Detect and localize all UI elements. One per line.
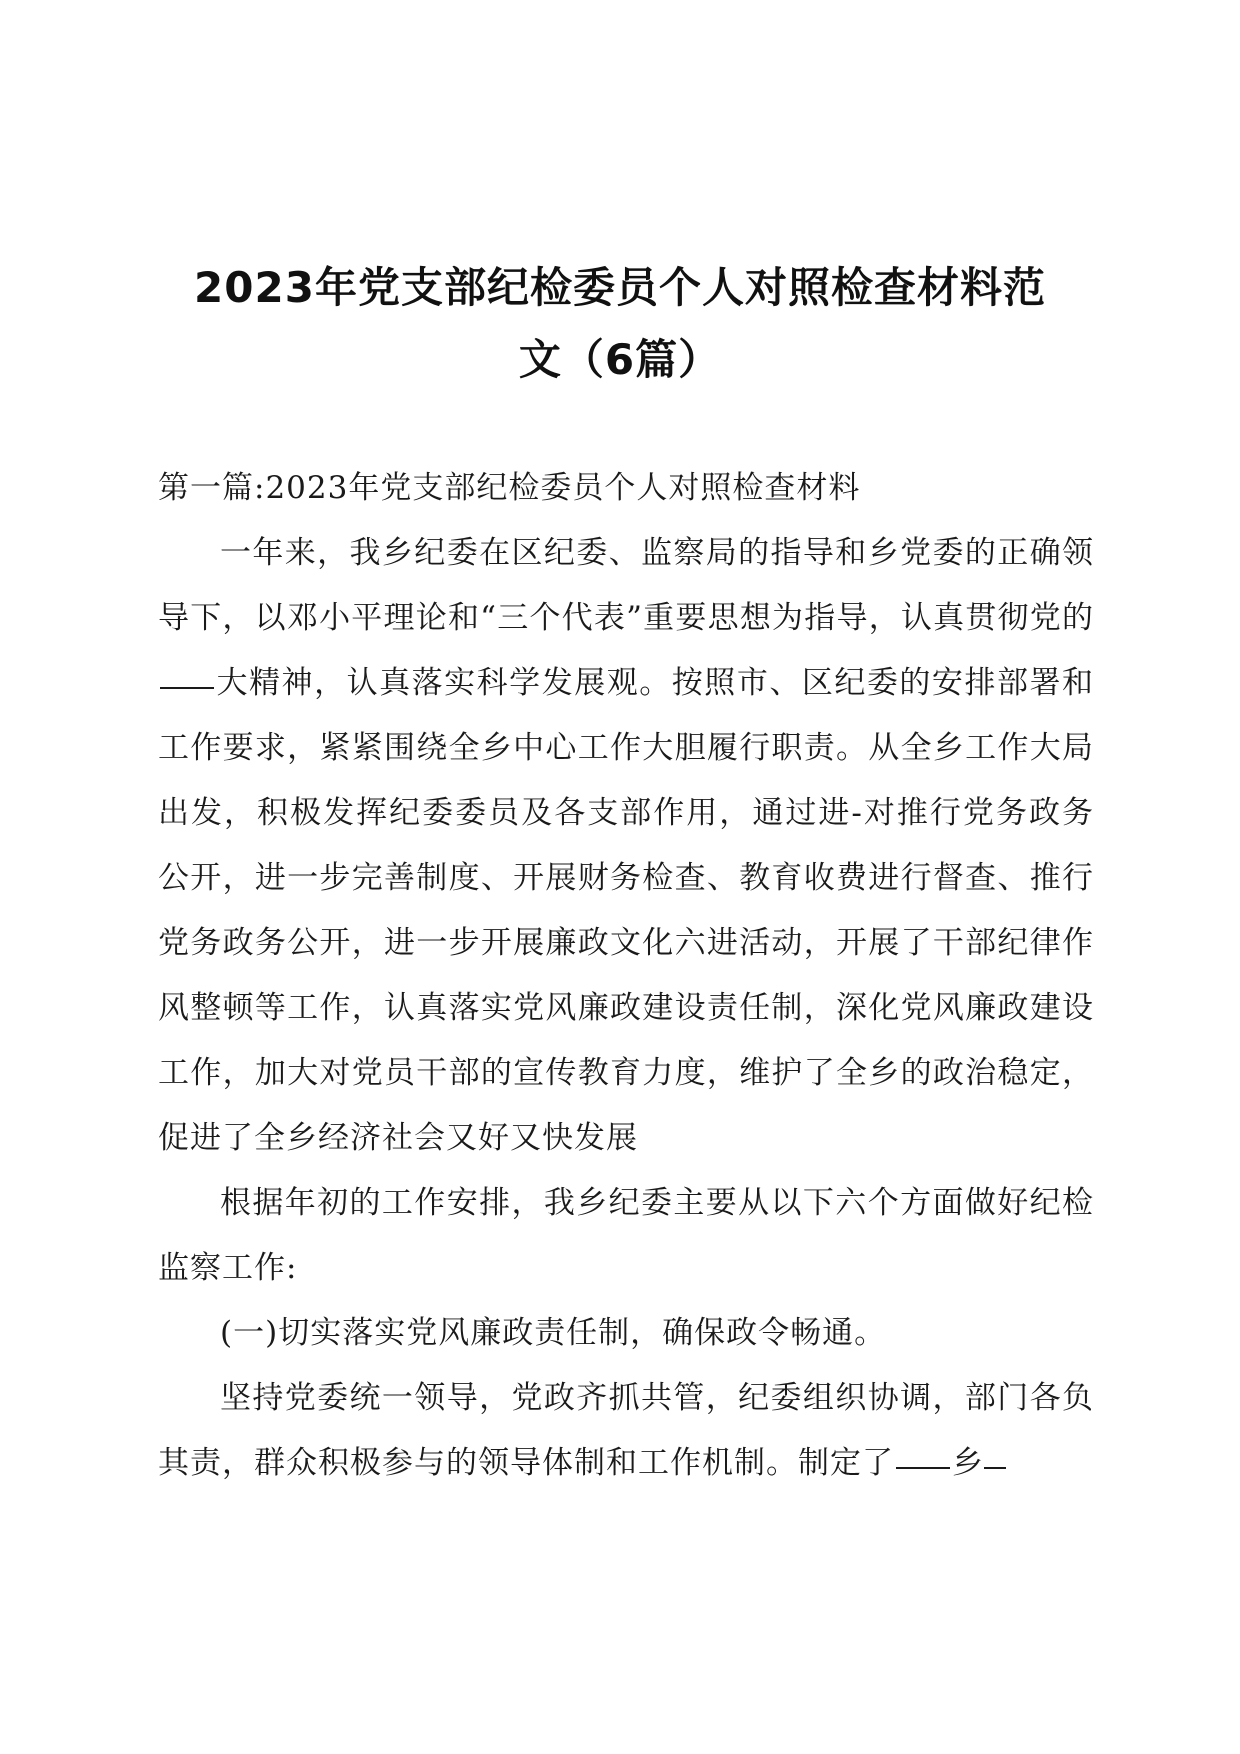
blank-underline-short (984, 1466, 1006, 1469)
title-line-2: 文（6篇） (518, 335, 722, 384)
paragraph-4-text-b: 乡 (952, 1445, 984, 1481)
paragraph-1-text-a: 一年来，我乡纪委在区纪委、监察局的指导和乡党委的正确领导下，以邓小平理论和“三个代表”重要思想为指导，认真贯彻党的 (158, 535, 1094, 636)
chapter-heading: 第一篇:2023年党支部纪检委员个人对照检查材料 (158, 470, 861, 506)
document-title (150, 252, 1090, 396)
title-line-1: 2023年党支部纪检委员个人对照检查材料范 (194, 263, 1046, 312)
blank-underline (896, 1466, 950, 1469)
section-heading-1: (一)切实落实党风廉政责任制，确保政令畅通。 (220, 1315, 887, 1351)
paragraph-2: 根据年初的工作安排，我乡纪委主要从以下六个方面做好纪检监察工作: (158, 1185, 1094, 1286)
paragraph-1-text-b: 大精神，认真落实科学发展观。按照市、区纪委的安排部署和工作要求，紧紧围绕全乡中心工作大胆履行职责。从全乡工作大局出发，积极发挥纪委委员及各支部作用，通过进-对推行党务政务公开，进一步完善制度、开展财务检查、教育收费进行督查、推行党务政务公开，进一步开展廉政文化六进活动，开展了干部纪律作风整顿等工作，认真落实党风廉政建设责任制，深化党风廉政建设工作，加大对党员干部的宣传教育力度，维护了全乡的政治稳定，促进了全乡经济社会又好又快发展 (158, 665, 1094, 1156)
blank-underline (160, 686, 214, 689)
document-body (158, 456, 1094, 1496)
paragraph-4-text-a: 坚持党委统一领导，党政齐抓共管，纪委组织协调，部门各负其责，群众积极参与的领导体制和工作机制。制定了 (158, 1380, 1094, 1481)
paragraph-1 (158, 521, 1094, 1171)
paragraph-4 (158, 1366, 1094, 1496)
